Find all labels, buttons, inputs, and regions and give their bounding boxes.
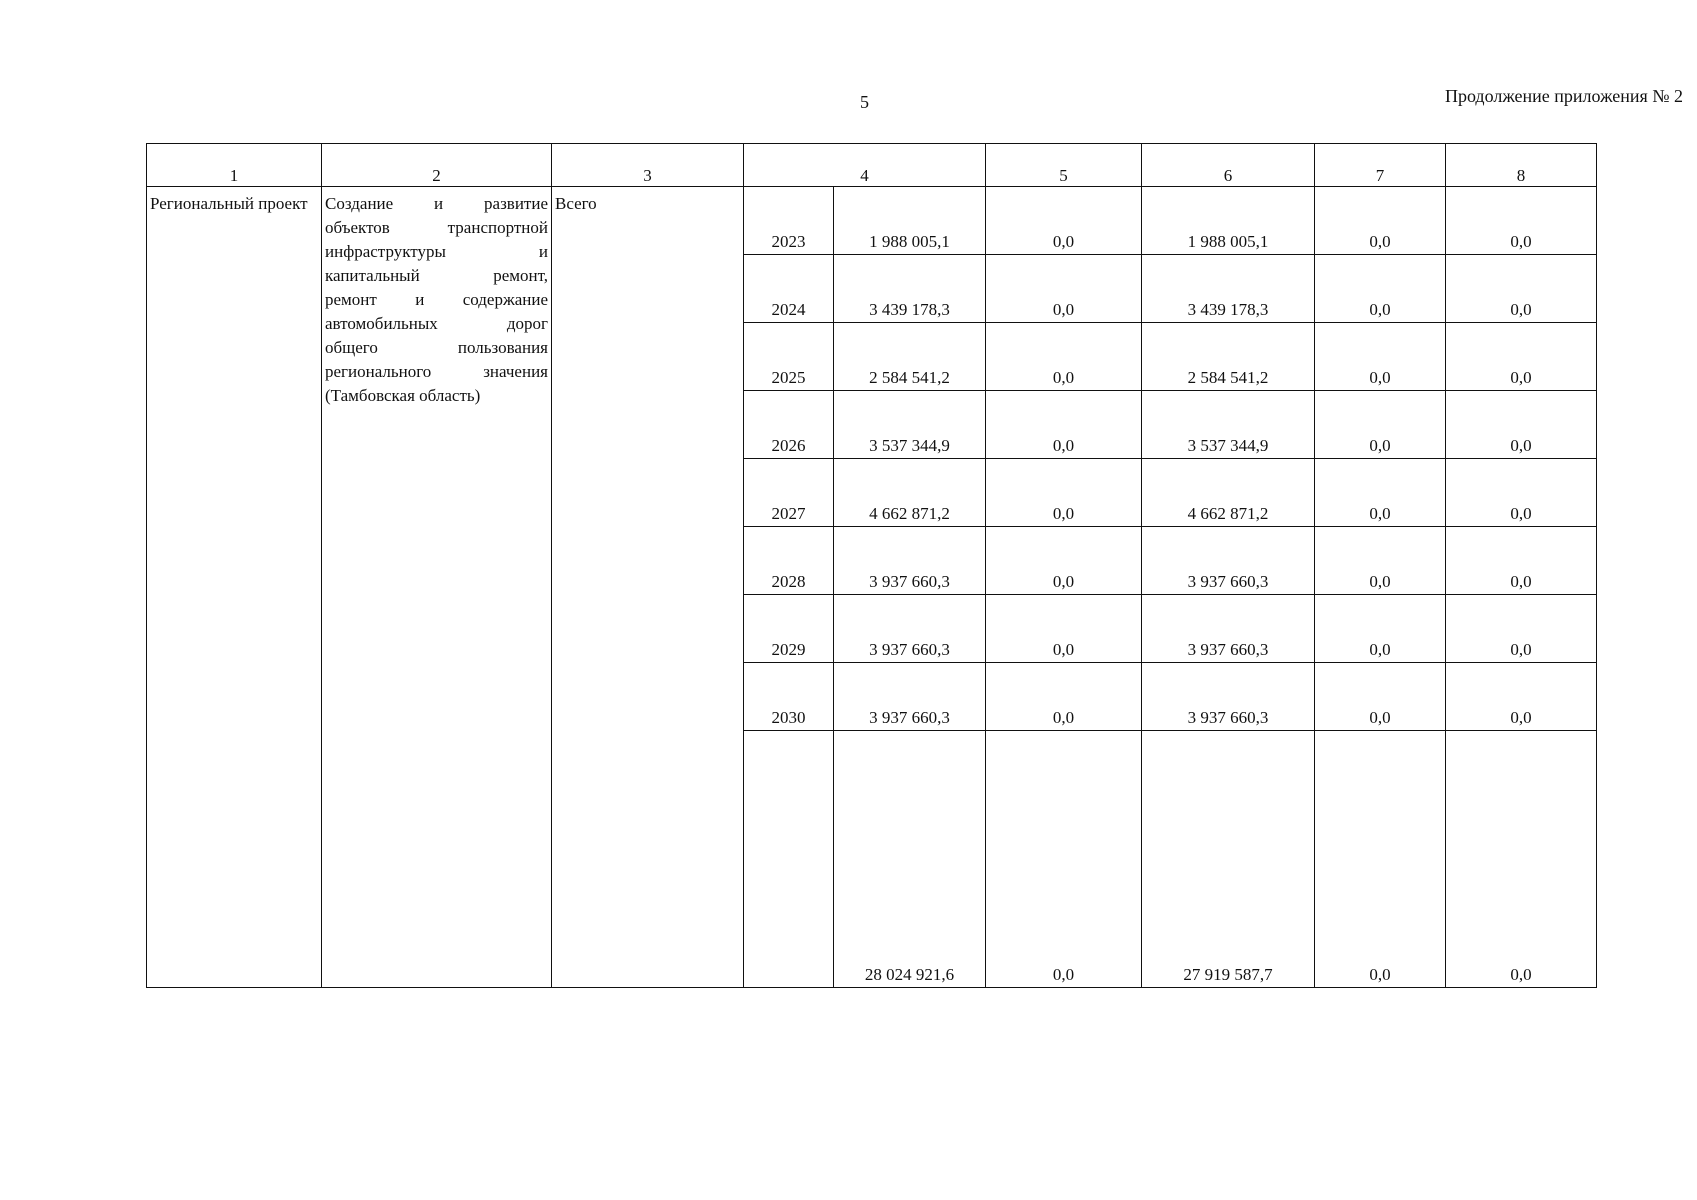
value-col-6: 3 937 660,3 [1142,663,1315,731]
total-col-6: 27 919 587,7 [1142,731,1315,988]
year-cell: 2026 [744,391,834,459]
value-col-4: 1 988 005,1 [834,187,986,255]
table-row [147,187,1597,255]
header-col-5: 5 [986,144,1142,187]
project-name-line: ремонт и содержание [325,290,548,309]
value-col-5: 0,0 [986,527,1142,595]
value-col-4: 3 439 178,3 [834,255,986,323]
value-col-4: 3 937 660,3 [834,595,986,663]
project-name-line: автомобильных дорог [325,314,548,333]
header-col-3: 3 [552,144,744,187]
project-name-line: капитальный ремонт, [325,266,548,285]
project-name-line: регионального значения [325,362,548,381]
value-col-4: 3 537 344,9 [834,391,986,459]
value-col-7: 0,0 [1315,187,1446,255]
value-col-6: 3 439 178,3 [1142,255,1315,323]
value-col-5: 0,0 [986,323,1142,391]
value-col-7: 0,0 [1315,391,1446,459]
total-col-4: 28 024 921,6 [834,731,986,988]
appendix-continuation-note: Продолжение приложения № 2 [1444,86,1683,106]
value-col-8: 0,0 [1446,663,1597,731]
header-col-7: 7 [1315,144,1446,187]
header-col-6: 6 [1142,144,1315,187]
project-type-cell: Региональный проект [147,187,322,988]
project-name-line: инфраструктуры и [325,242,548,261]
year-cell: 2028 [744,527,834,595]
value-col-8: 0,0 [1446,527,1597,595]
budget-table [146,143,1597,988]
value-col-4: 3 937 660,3 [834,527,986,595]
year-cell: 2029 [744,595,834,663]
total-col-7: 0,0 [1315,731,1446,988]
value-col-6: 3 537 344,9 [1142,391,1315,459]
header-row [147,144,1597,187]
project-name-line: объектов транспортной [325,218,548,237]
value-col-5: 0,0 [986,255,1142,323]
header-col-1: 1 [147,144,322,187]
value-col-4: 3 937 660,3 [834,663,986,731]
value-col-7: 0,0 [1315,595,1446,663]
value-col-4: 4 662 871,2 [834,459,986,527]
year-cell: 2023 [744,187,834,255]
value-col-5: 0,0 [986,459,1142,527]
project-name-cell [322,187,552,988]
year-cell: 2030 [744,663,834,731]
value-col-6: 1 988 005,1 [1142,187,1315,255]
value-col-8: 0,0 [1446,255,1597,323]
value-col-8: 0,0 [1446,459,1597,527]
value-col-8: 0,0 [1446,595,1597,663]
project-name-line: (Тамбовская область) [325,386,481,405]
value-col-6: 3 937 660,3 [1142,595,1315,663]
value-col-8: 0,0 [1446,323,1597,391]
value-col-4: 2 584 541,2 [834,323,986,391]
value-col-7: 0,0 [1315,527,1446,595]
value-col-6: 3 937 660,3 [1142,527,1315,595]
value-col-8: 0,0 [1446,187,1597,255]
value-col-7: 0,0 [1315,459,1446,527]
value-col-5: 0,0 [986,187,1142,255]
value-col-5: 0,0 [986,663,1142,731]
year-cell: 2024 [744,255,834,323]
project-name-line: Создание и развитие [325,194,548,213]
value-col-8: 0,0 [1446,391,1597,459]
year-cell: 2027 [744,459,834,527]
total-col-8: 0,0 [1446,731,1597,988]
header-col-2: 2 [322,144,552,187]
page-number: 5 [860,92,869,112]
value-col-5: 0,0 [986,595,1142,663]
project-name-line: общего пользования [325,338,548,357]
total-col-5: 0,0 [986,731,1142,988]
total-year-cell [744,731,834,988]
value-col-6: 2 584 541,2 [1142,323,1315,391]
header-col-4: 4 [744,144,986,187]
value-col-5: 0,0 [986,391,1142,459]
value-col-6: 4 662 871,2 [1142,459,1315,527]
year-cell: 2025 [744,323,834,391]
value-col-7: 0,0 [1315,323,1446,391]
value-col-7: 0,0 [1315,255,1446,323]
header-col-8: 8 [1446,144,1597,187]
value-col-7: 0,0 [1315,663,1446,731]
funding-source-cell: Всего [552,187,744,988]
